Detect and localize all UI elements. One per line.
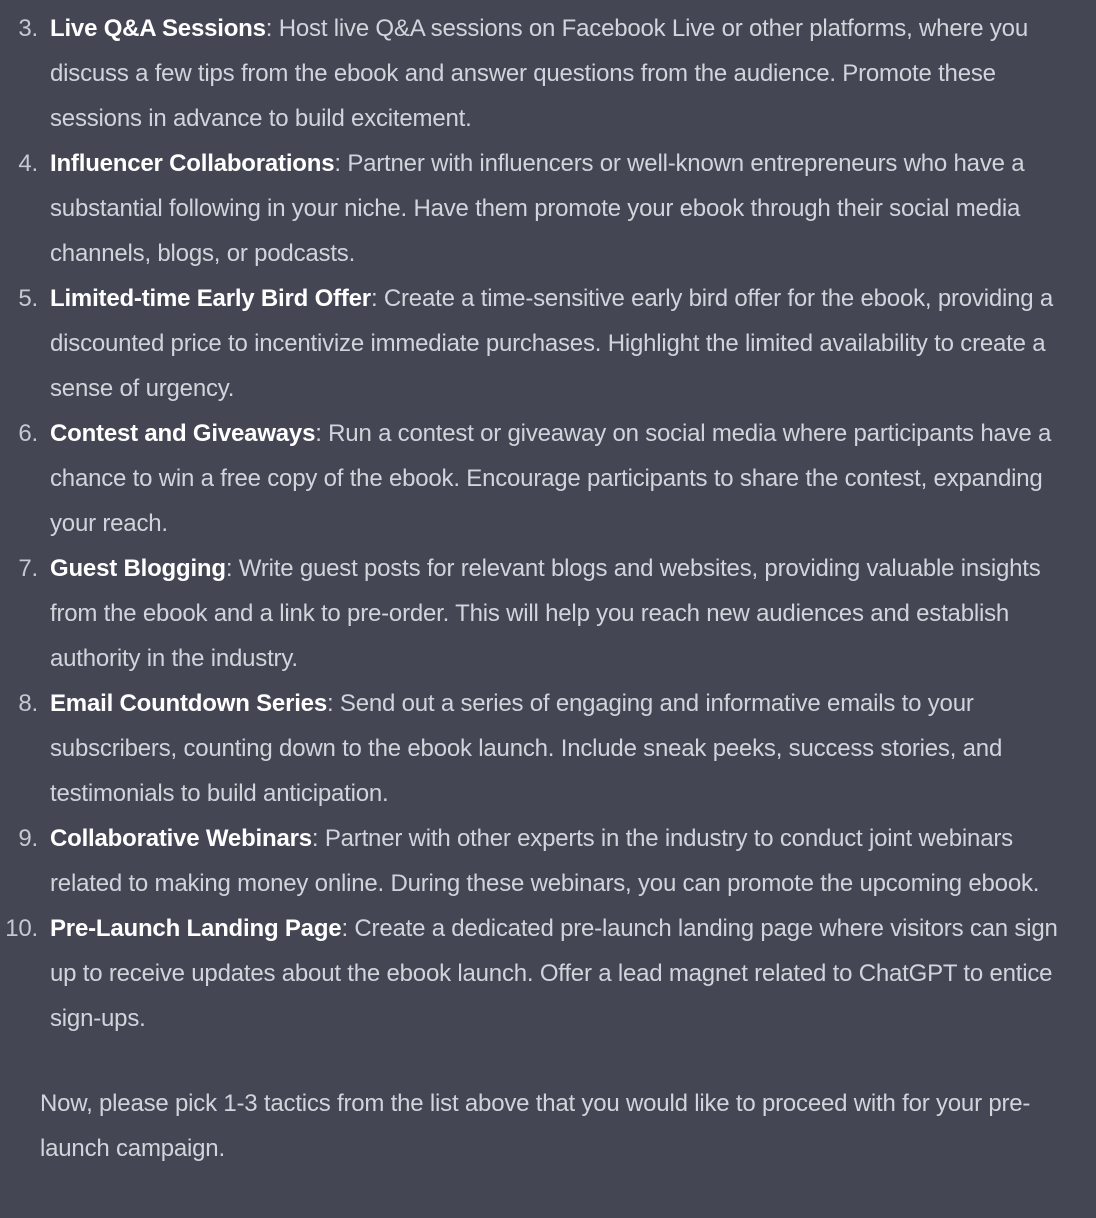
list-item (0, 681, 1096, 816)
list-item (0, 816, 1096, 906)
list-item-separator: : (311, 825, 325, 852)
list-item-number: 9. (18, 825, 38, 852)
list-item-body: Partner with influencers or well-known entrepreneurs who have a substantial following in your niche. Have them promote your ebook through their social media channels, blogs, or podcasts. (50, 150, 1025, 267)
list-item-body: Run a contest or giveaway on social media where participants have a chance to win a free copy of the ebook. Encourage participants to share the contest, expanding your reach. (50, 420, 1052, 537)
list-item-number: 8. (18, 690, 38, 717)
list-item-separator: : (326, 690, 340, 717)
list-item-number: 10. (5, 915, 38, 942)
list-item-number: 4. (18, 150, 38, 177)
list-item-separator: : (341, 915, 355, 942)
list-item (0, 546, 1096, 681)
list-item-separator: : (265, 15, 279, 42)
list-item-separator: : (370, 285, 384, 312)
list-item-body: Partner with other experts in the industry to conduct joint webinars related to making money online. During these webinars, you can promote the upcoming ebook. (50, 825, 1040, 897)
tactic-list (0, 6, 1096, 1041)
list-item (0, 411, 1096, 546)
list-item-title: Pre-Launch Landing Page (50, 915, 342, 942)
list-item-body: Write guest posts for relevant blogs and websites, providing valuable insights from the ebook and a link to pre-order. This will help you reach new audiences and establish authority in the industry. (50, 555, 1041, 672)
list-item (0, 141, 1096, 276)
list-item-body: Host live Q&A sessions on Facebook Live or other platforms, where you discuss a few tips from the ebook and answer questions from the audience. Promote these sessions in advance to build excitement. (50, 15, 1028, 132)
list-item (0, 906, 1096, 1041)
list-item-separator: : (315, 420, 329, 447)
closing-paragraph: Now, please pick 1-3 tactics from the list above that you would like to proceed with for your pre-launch campaign. (40, 1090, 1031, 1162)
list-item-title: Collaborative Webinars (50, 825, 312, 852)
list-item (0, 6, 1096, 141)
list-item-number: 5. (18, 285, 38, 312)
list-item-title: Guest Blogging (50, 555, 226, 582)
list-item-separator: : (225, 555, 239, 582)
list-item-title: Influencer Collaborations (50, 150, 335, 177)
list-item-body: Create a time-sensitive early bird offer for the ebook, providing a discounted price to incentivize immediate purchases. Highlight the limited availability to create a sense of urgency. (50, 285, 1054, 402)
list-item-number: 6. (18, 420, 38, 447)
list-item-body: Create a dedicated pre-launch landing page where visitors can sign up to receive updates about the ebook launch. Offer a lead magnet related to ChatGPT to entice sign-ups. (50, 915, 1058, 1032)
list-item-title: Email Countdown Series (50, 690, 327, 717)
list-item-number: 7. (18, 555, 38, 582)
list-item-number: 3. (18, 15, 38, 42)
list-item-body: Send out a series of engaging and informative emails to your subscribers, counting down to the ebook launch. Include sneak peeks, success stories, and testimonials to build anticipation. (50, 690, 1003, 807)
list-item (0, 276, 1096, 411)
list-item-separator: : (334, 150, 348, 177)
list-item-title: Live Q&A Sessions (50, 15, 266, 42)
list-item-title: Limited-time Early Bird Offer (50, 285, 371, 312)
list-item-title: Contest and Giveaways (50, 420, 316, 447)
